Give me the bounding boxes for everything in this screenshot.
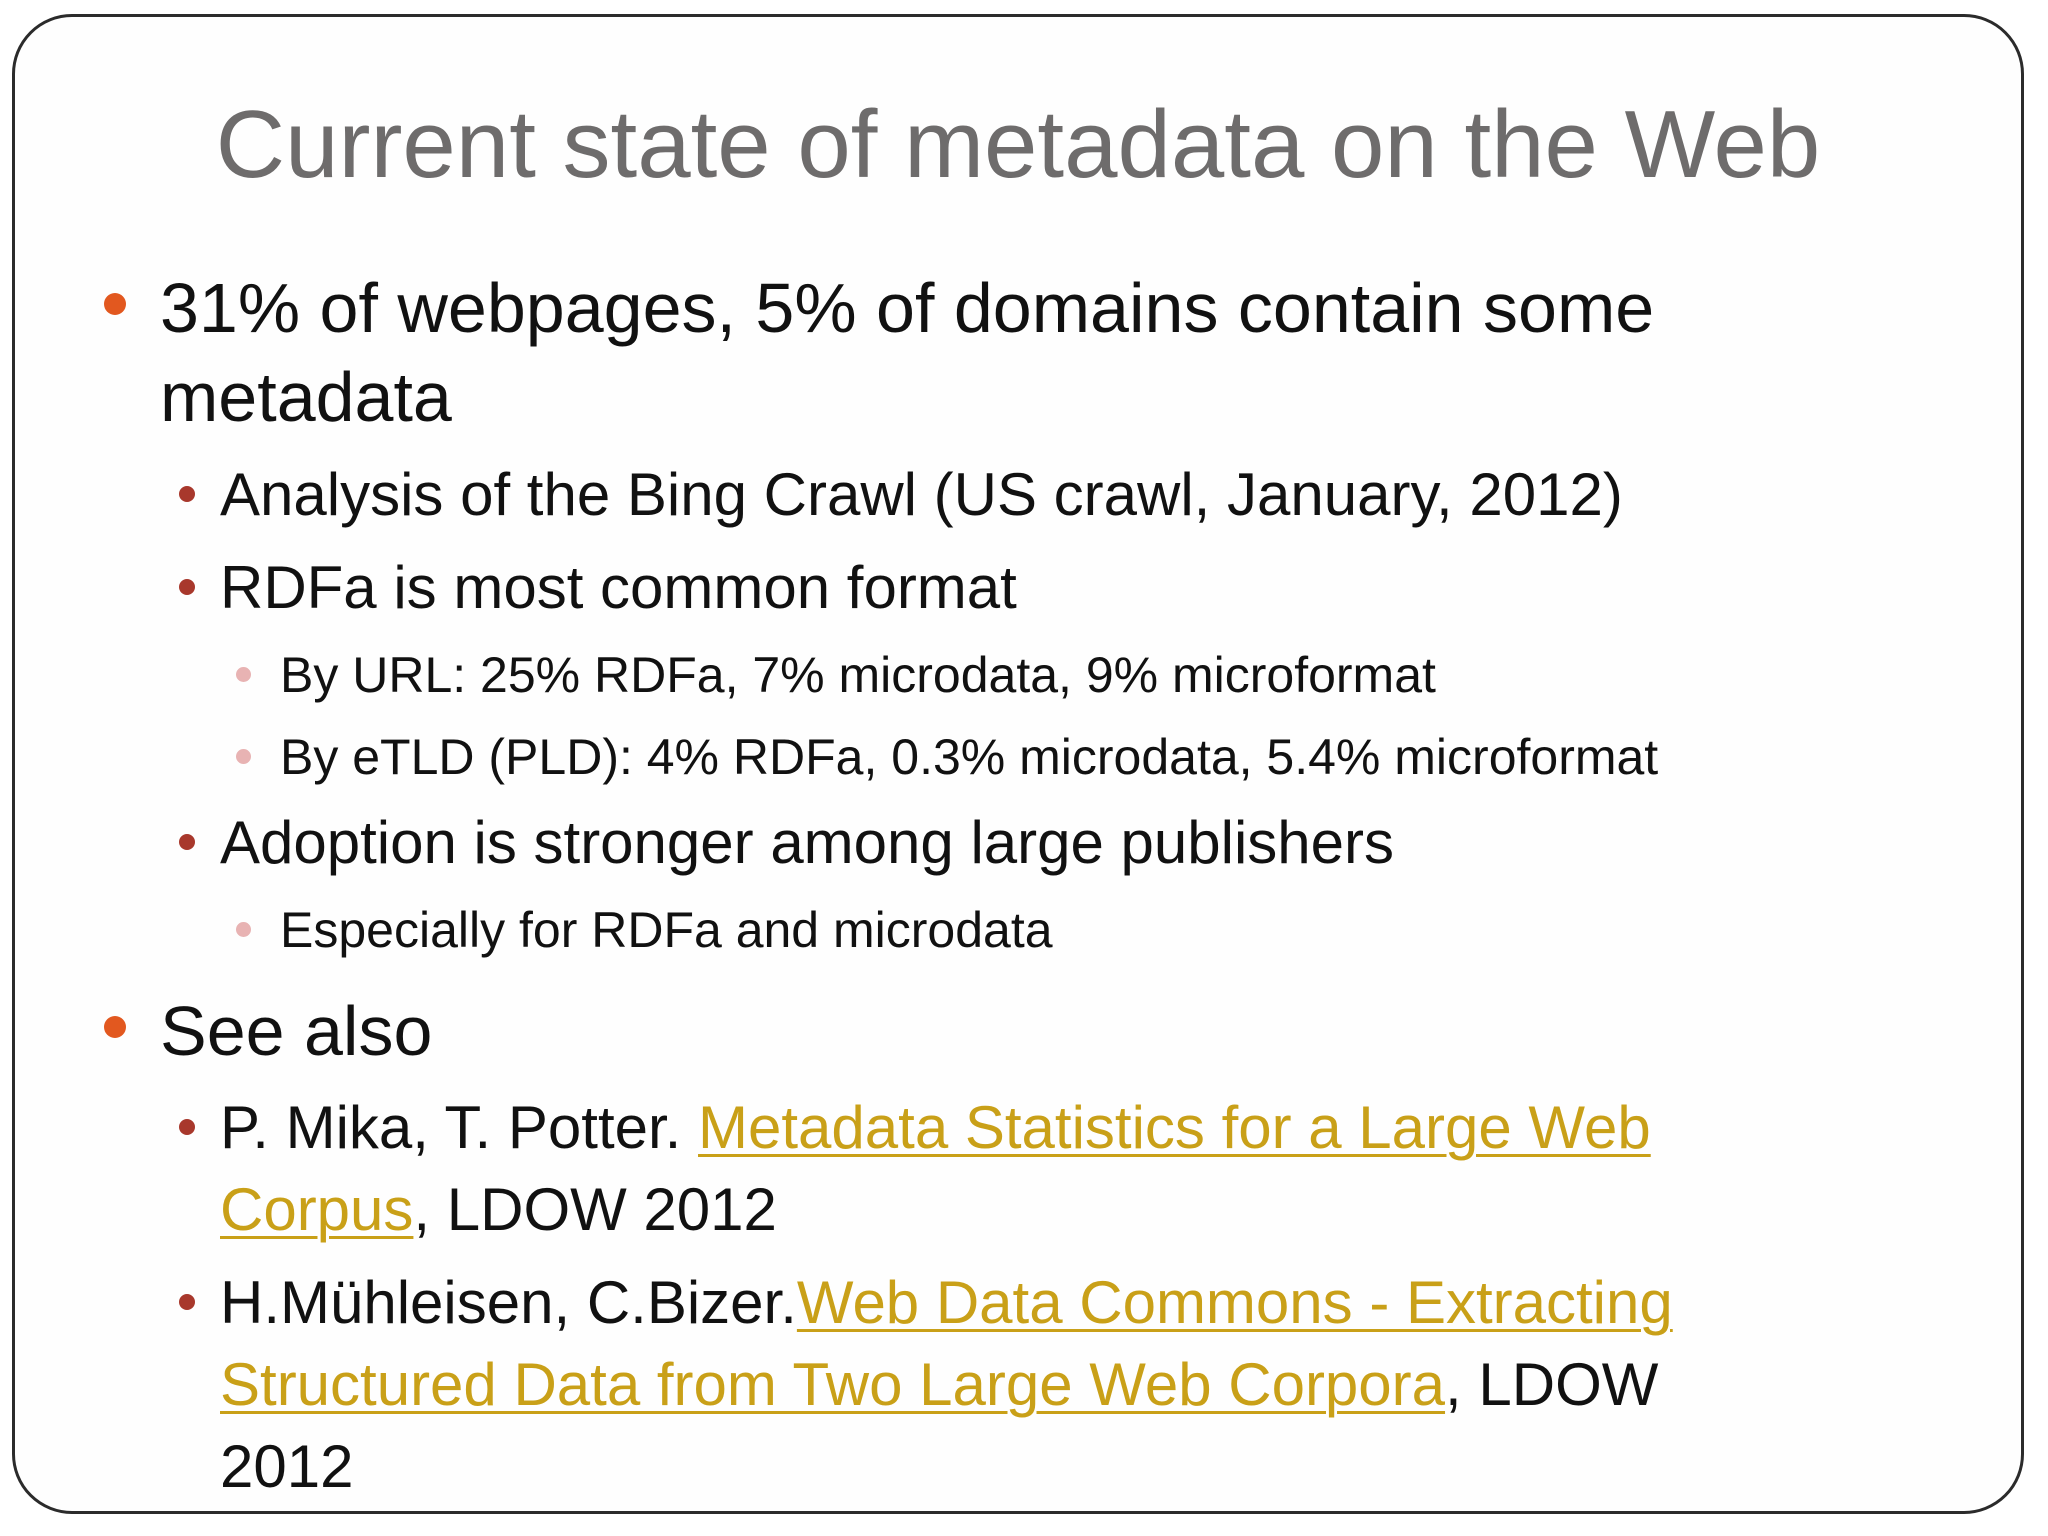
reference-link[interactable]: Web Data Commons - Extracting [796, 1269, 1673, 1336]
reference-authors: H.Mühleisen, C.Bizer. [220, 1269, 797, 1336]
reference-venue: , LDOW 2012 [413, 1176, 777, 1243]
reference-authors: P. Mika, T. Potter. [220, 1094, 699, 1161]
bullet-level3-icon [236, 922, 251, 937]
reference-link-continuation[interactable]: Structured Data from Two Large Web Corpora [220, 1351, 1446, 1418]
bullet-level3-icon [236, 749, 251, 764]
bullet-level3-icon [236, 667, 251, 682]
slide-body [15, 17, 2021, 1511]
bullet-text: See also [160, 992, 433, 1070]
bullet-text-continuation: metadata [160, 358, 452, 436]
reference-year: 2012 [220, 1433, 354, 1500]
reference-line [220, 1269, 1673, 1336]
bullet-text: Adoption is stronger among large publishers [220, 809, 1395, 876]
reference-link[interactable]: Metadata Statistics for a Large Web [698, 1094, 1651, 1161]
reference-line [220, 1094, 1651, 1161]
reference-venue: , LDOW [1445, 1351, 1659, 1418]
bullet-level2-icon [179, 486, 195, 502]
bullet-level1-icon [104, 293, 126, 315]
slide-title: Current state of metadata on the Web [215, 91, 1821, 198]
reference-line-continuation [220, 1351, 1659, 1418]
bullet-level2-icon [179, 579, 195, 595]
bullet-level2-icon [179, 1294, 195, 1310]
bullet-text: By eTLD (PLD): 4% RDFa, 0.3% microdata, 5.4% microformat [280, 729, 1659, 785]
bullet-text: 31% of webpages, 5% of domains contain some [160, 269, 1655, 347]
reference-link-continuation[interactable]: Corpus [220, 1176, 414, 1243]
bullet-text: Especially for RDFa and microdata [280, 902, 1053, 958]
bullet-level2-icon [179, 1119, 195, 1135]
slide-frame [12, 14, 2024, 1514]
bullet-level2-icon [179, 834, 195, 850]
bullet-text: By URL: 25% RDFa, 7% microdata, 9% microformat [280, 647, 1436, 703]
bullet-text: RDFa is most common format [220, 554, 1017, 621]
bullet-text: Analysis of the Bing Crawl (US crawl, January, 2012) [220, 461, 1623, 528]
bullet-level1-icon [104, 1016, 126, 1038]
reference-line-continuation [220, 1176, 777, 1243]
